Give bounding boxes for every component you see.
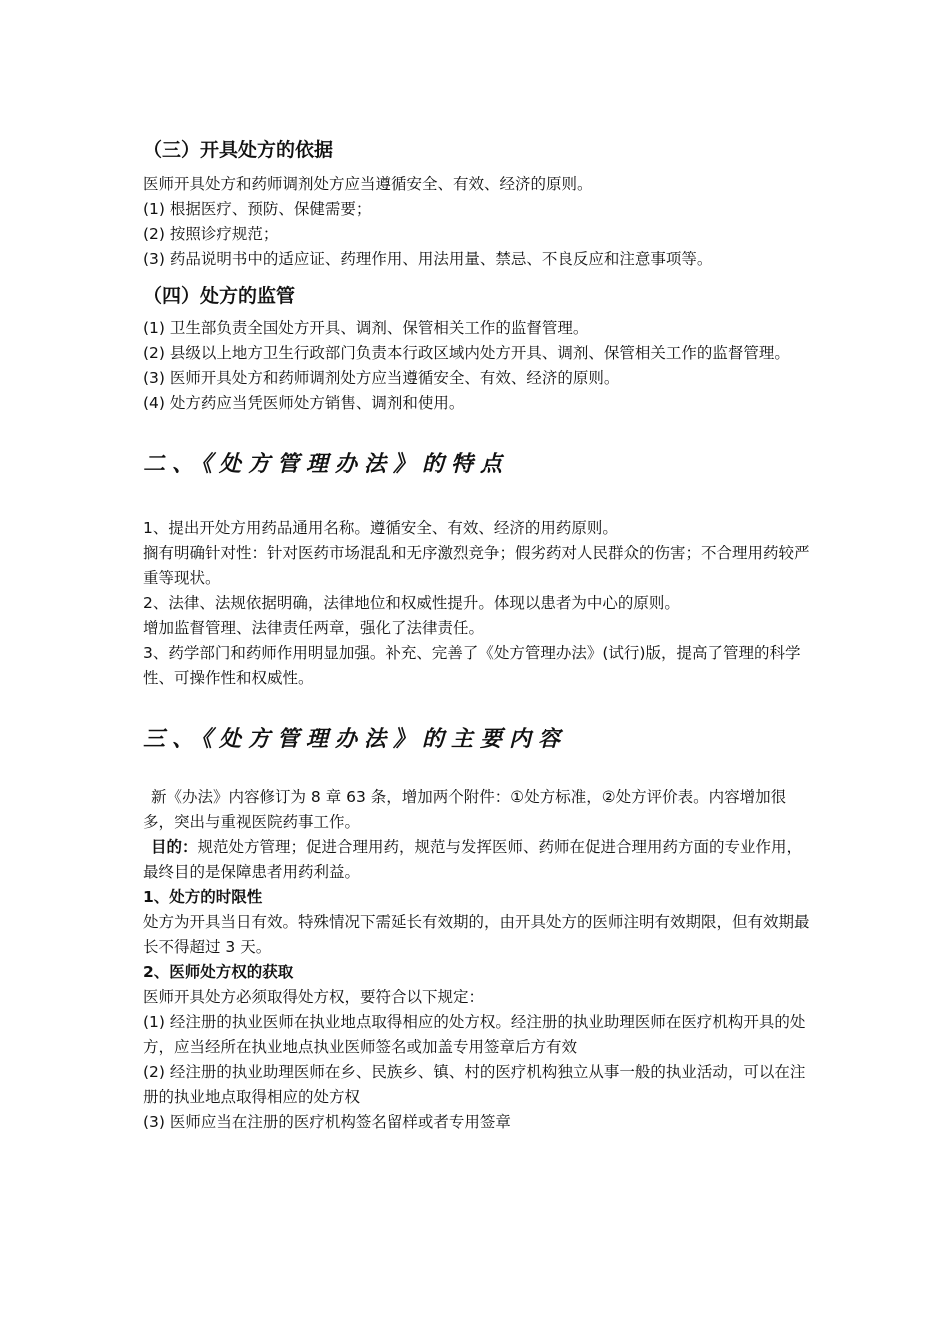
list-item: (1) 根据医疗、预防、保健需要； — [143, 200, 372, 218]
paragraph: 1、提出开处方用药品通用名称。遵循安全、有效、经济的用药原则。 — [143, 519, 618, 537]
paragraph-intro: 新《办法》内容修订为 8 章 63 条，增加两个附件：①处方标准，②处方评价表。内容增加很多，突出与重视医院药事工作。 — [143, 788, 787, 831]
list-item: (3) 医师应当在注册的医疗机构签名留样或者专用签章 — [143, 1113, 511, 1131]
list-item: (3) 药品说明书中的适应证、药理作用、用法用量、禁忌、不良反应和注意事项等。 — [143, 250, 713, 268]
paragraph: 增加监督管理、法律责任两章，强化了法律责任。 — [143, 619, 485, 637]
purpose-text: 规范处方管理；促进合理用药，规范与发挥医师、药师在促进合理用药方面的专业作用，最终目的是保障患者用药利益。 — [143, 838, 803, 881]
heading-prescription-basis: （三）开具处方的依据 — [143, 139, 334, 161]
paragraph: 3、药学部门和药师作用明显加强。补充、完善了《处方管理办法》(试行)版，提高了管理的科学性、可操作性和权威性。 — [143, 644, 801, 687]
paragraph-basis-intro: 医师开具处方和药师调剂处方应当遵循安全、有效、经济的原则。 — [143, 175, 593, 193]
purpose-label: 目的： — [151, 838, 198, 856]
list-item: (4) 处方药应当凭医师处方销售、调剂和使用。 — [143, 394, 465, 412]
paragraph: 搁有明确针对性：针对医药市场混乱和无序激烈竞争；假劣药对人民群众的伤害；不合理用药较严重等现状。 — [143, 544, 810, 587]
paragraph-validity: 处方为开具当日有效。特殊情况下需延长有效期的，由开具处方的医师注明有效期限，但有效期最长不得超过 3 天。 — [143, 913, 810, 956]
heading-prescription-supervision: （四）处方的监管 — [143, 285, 296, 307]
heading-section-three: 三、《处方管理办法》的主要内容 — [143, 726, 568, 752]
list-item: (1) 卫生部负责全国处方开具、调剂、保管相关工作的监督管理。 — [143, 319, 589, 337]
paragraph-purpose — [143, 835, 813, 885]
document-page — [143, 132, 813, 1135]
subheading-prescription-right: 2、医师处方权的获取 — [143, 963, 294, 981]
list-item: (2) 按照诊疗规范； — [143, 225, 279, 243]
list-item: (2) 县级以上地方卫生行政部门负责本行政区域内处方开具、调剂、保管相关工作的监督管理。 — [143, 344, 790, 362]
list-item: (1) 经注册的执业医师在执业地点取得相应的处方权。经注册的执业助理医师在医疗机构开具的处方，应当经所在执业地点执业医师签名或加盖专用签章后方有效 — [143, 1013, 806, 1056]
list-item: (3) 医师开具处方和药师调剂处方应当遵循安全、有效、经济的原则。 — [143, 369, 620, 387]
subheading-validity: 1、处方的时限性 — [143, 888, 263, 906]
list-item: (2) 经注册的执业助理医师在乡、民族乡、镇、村的医疗机构独立从事一般的执业活动，可以在注册的执业地点取得相应的处方权 — [143, 1063, 806, 1106]
paragraph-prescription-right-intro: 医师开具处方必须取得处方权，要符合以下规定： — [143, 988, 485, 1006]
paragraph: 2、法律、法规依据明确，法律地位和权威性提升。体现以患者为中心的原则。 — [143, 594, 680, 612]
heading-section-two: 二、《处方管理办法》的特点 — [143, 451, 510, 477]
